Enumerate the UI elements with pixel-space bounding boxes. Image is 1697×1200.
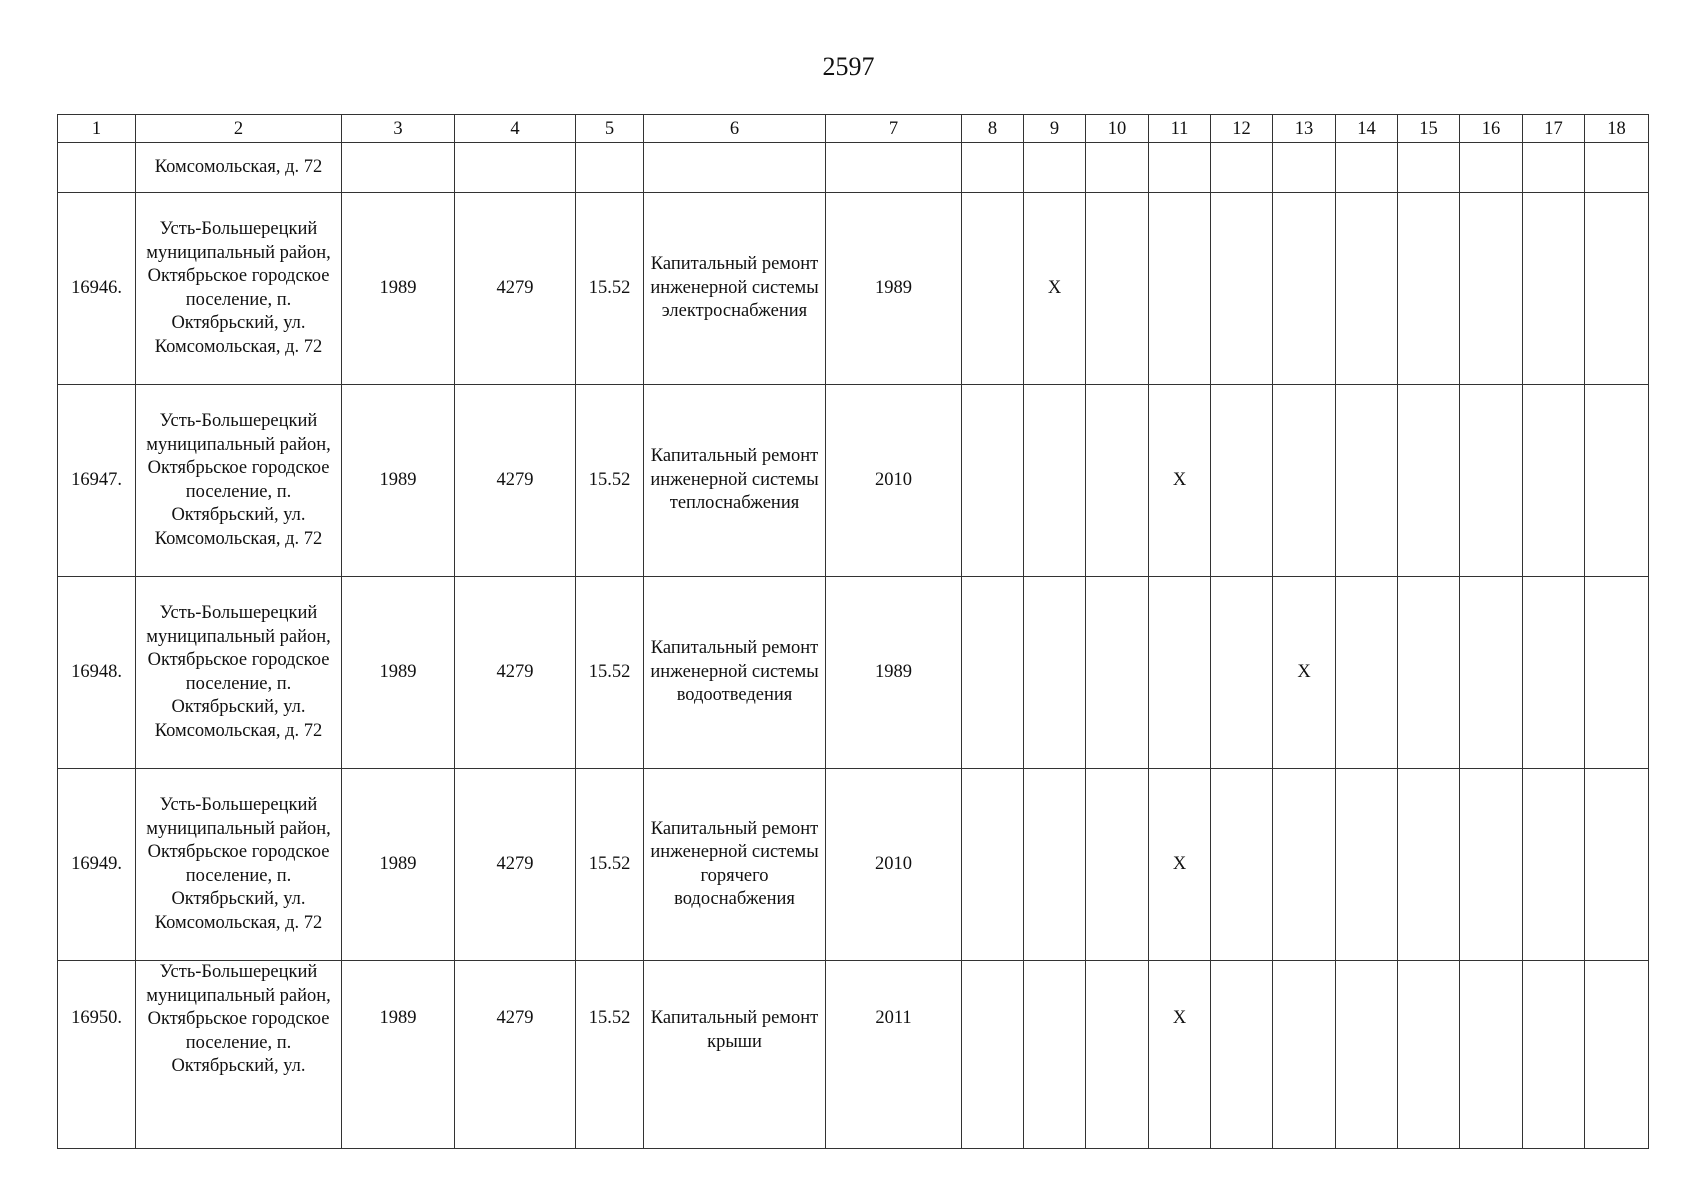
mark-cell <box>1024 769 1086 961</box>
column-number-header: 13 <box>1273 115 1336 143</box>
area-cell: 4279 <box>455 385 576 577</box>
mark-cell: X <box>1273 577 1336 769</box>
mark-cell <box>1460 385 1523 577</box>
empty-cell <box>342 143 455 193</box>
column-number-row <box>58 115 1649 143</box>
mark-cell <box>1585 961 1649 1149</box>
column-number-header: 12 <box>1211 115 1273 143</box>
mark-cell <box>1460 577 1523 769</box>
mark-cell: X <box>1149 769 1211 961</box>
mark-cell <box>1149 193 1211 385</box>
area-cell: 4279 <box>455 193 576 385</box>
capital-repair-register-table <box>57 114 1649 1149</box>
mark-cell <box>1336 193 1398 385</box>
column-number-header: 5 <box>576 115 644 143</box>
row-number-cell: 16950. <box>58 961 136 1149</box>
row-number-cell: 16948. <box>58 577 136 769</box>
table-row <box>58 193 1649 385</box>
mark-cell <box>1460 961 1523 1149</box>
empty-cell <box>1273 143 1336 193</box>
mark-cell <box>1585 193 1649 385</box>
mark-cell <box>1523 961 1585 1149</box>
mark-cell <box>1460 769 1523 961</box>
rate-cell: 15.52 <box>576 577 644 769</box>
mark-cell <box>1086 769 1149 961</box>
column-number-header: 11 <box>1149 115 1211 143</box>
table-row <box>58 961 1649 1149</box>
mark-cell <box>1523 769 1585 961</box>
mark-cell <box>1211 577 1273 769</box>
column-number-header: 10 <box>1086 115 1149 143</box>
mark-cell <box>1149 577 1211 769</box>
empty-cell <box>826 143 962 193</box>
column-number-header: 15 <box>1398 115 1460 143</box>
rate-cell: 15.52 <box>576 385 644 577</box>
mark-cell <box>1398 577 1460 769</box>
work-type-cell: Капитальный ремонт крыши <box>644 961 826 1149</box>
row-number-cell: 16947. <box>58 385 136 577</box>
table-row <box>58 769 1649 961</box>
mark-cell <box>1273 769 1336 961</box>
column-number-header: 1 <box>58 115 136 143</box>
area-cell: 4279 <box>455 577 576 769</box>
address-cell: Усть-Большерецкий муниципальный район, Октябрьское городское поселение, п. Октябрьский, ул. Комсомольская, д. 72 <box>136 769 342 961</box>
empty-cell <box>644 143 826 193</box>
work-type-cell: Капитальный ремонт инженерной системы электроснабжения <box>644 193 826 385</box>
empty-cell <box>1149 143 1211 193</box>
empty-cell <box>1398 143 1460 193</box>
empty-cell <box>962 143 1024 193</box>
mark-cell <box>1585 577 1649 769</box>
mark-cell <box>1024 385 1086 577</box>
address-cell: Усть-Большерецкий муниципальный район, Октябрьское городское поселение, п. Октябрьский, ул. <box>136 961 342 1149</box>
mark-cell <box>1024 961 1086 1149</box>
mark-cell <box>1273 193 1336 385</box>
continuation-row <box>58 143 1649 193</box>
mark-cell <box>1336 385 1398 577</box>
work-year-cell: 1989 <box>826 577 962 769</box>
mark-cell <box>962 385 1024 577</box>
column-number-header: 3 <box>342 115 455 143</box>
mark-cell <box>1585 385 1649 577</box>
area-cell: 4279 <box>455 961 576 1149</box>
mark-cell <box>1211 385 1273 577</box>
address-cell: Усть-Большерецкий муниципальный район, Октябрьское городское поселение, п. Октябрьский, ул. Комсомольская, д. 72 <box>136 577 342 769</box>
mark-cell <box>1211 961 1273 1149</box>
mark-cell <box>1024 577 1086 769</box>
mark-cell <box>1273 961 1336 1149</box>
empty-cell <box>1460 143 1523 193</box>
mark-cell: X <box>1149 385 1211 577</box>
year-built-cell: 1989 <box>342 193 455 385</box>
mark-cell <box>1523 577 1585 769</box>
work-year-cell: 2011 <box>826 961 962 1149</box>
rate-cell: 15.52 <box>576 193 644 385</box>
empty-cell <box>1211 143 1273 193</box>
column-number-header: 9 <box>1024 115 1086 143</box>
rate-cell: 15.52 <box>576 769 644 961</box>
row-number-cell: 16949. <box>58 769 136 961</box>
year-built-cell: 1989 <box>342 769 455 961</box>
empty-cell <box>455 143 576 193</box>
mark-cell <box>1398 961 1460 1149</box>
page-number: 2597 <box>822 52 875 81</box>
row-number-cell: 16946. <box>58 193 136 385</box>
mark-cell <box>1460 193 1523 385</box>
year-built-cell: 1989 <box>342 385 455 577</box>
mark-cell: X <box>1149 961 1211 1149</box>
table-row <box>58 385 1649 577</box>
mark-cell <box>1398 769 1460 961</box>
mark-cell <box>962 961 1024 1149</box>
mark-cell <box>1086 577 1149 769</box>
rate-cell: 15.52 <box>576 961 644 1149</box>
column-number-header: 6 <box>644 115 826 143</box>
mark-cell <box>1585 769 1649 961</box>
address-cell: Комсомольская, д. 72 <box>136 143 342 193</box>
mark-cell: X <box>1024 193 1086 385</box>
mark-cell <box>1398 193 1460 385</box>
empty-cell <box>576 143 644 193</box>
column-number-header: 14 <box>1336 115 1398 143</box>
mark-cell <box>1523 193 1585 385</box>
mark-cell <box>1086 385 1149 577</box>
column-number-header: 8 <box>962 115 1024 143</box>
mark-cell <box>1086 961 1149 1149</box>
address-cell: Усть-Большерецкий муниципальный район, Октябрьское городское поселение, п. Октябрьский, ул. Комсомольская, д. 72 <box>136 385 342 577</box>
column-number-header: 2 <box>136 115 342 143</box>
mark-cell <box>1336 769 1398 961</box>
mark-cell <box>1398 385 1460 577</box>
column-number-header: 7 <box>826 115 962 143</box>
address-cell: Усть-Большерецкий муниципальный район, Октябрьское городское поселение, п. Октябрьский, ул. Комсомольская, д. 72 <box>136 193 342 385</box>
work-year-cell: 2010 <box>826 769 962 961</box>
work-year-cell: 1989 <box>826 193 962 385</box>
work-type-cell: Капитальный ремонт инженерной системы теплоснабжения <box>644 385 826 577</box>
mark-cell <box>1211 193 1273 385</box>
mark-cell <box>962 769 1024 961</box>
empty-cell <box>1086 143 1149 193</box>
mark-cell <box>1211 769 1273 961</box>
mark-cell <box>1273 385 1336 577</box>
mark-cell <box>1086 193 1149 385</box>
area-cell: 4279 <box>455 769 576 961</box>
work-type-cell: Капитальный ремонт инженерной системы горячего водоснабжения <box>644 769 826 961</box>
work-year-cell: 2010 <box>826 385 962 577</box>
work-type-cell: Капитальный ремонт инженерной системы водоотведения <box>644 577 826 769</box>
mark-cell <box>962 577 1024 769</box>
column-number-header: 16 <box>1460 115 1523 143</box>
year-built-cell: 1989 <box>342 577 455 769</box>
empty-cell <box>1523 143 1585 193</box>
mark-cell <box>1336 961 1398 1149</box>
empty-cell <box>1024 143 1086 193</box>
mark-cell <box>962 193 1024 385</box>
empty-cell <box>1585 143 1649 193</box>
table-row <box>58 577 1649 769</box>
column-number-header: 17 <box>1523 115 1585 143</box>
row-number-cell <box>58 143 136 193</box>
mark-cell <box>1336 577 1398 769</box>
empty-cell <box>1336 143 1398 193</box>
mark-cell <box>1523 385 1585 577</box>
year-built-cell: 1989 <box>342 961 455 1149</box>
column-number-header: 4 <box>455 115 576 143</box>
column-number-header: 18 <box>1585 115 1649 143</box>
